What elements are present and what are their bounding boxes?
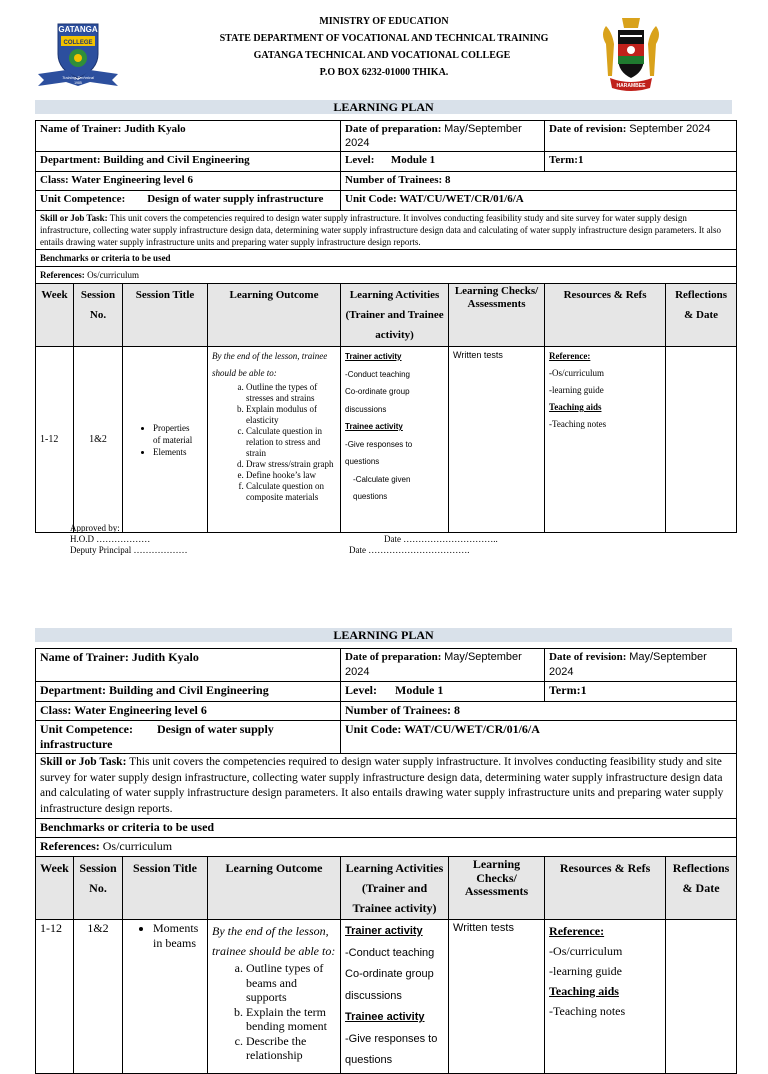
reference-item: -learning guide bbox=[549, 964, 623, 978]
references bbox=[36, 267, 737, 284]
approved-by: Approved by: bbox=[70, 523, 120, 533]
trainee-activity-heading: Trainee activity bbox=[345, 1011, 425, 1023]
row-session-title bbox=[123, 347, 208, 533]
teaching-aids-heading: Teaching aids bbox=[549, 402, 602, 412]
level bbox=[341, 152, 545, 172]
trainer-name: Name of Trainer: Judith Kyalo bbox=[36, 649, 341, 682]
unit-competence bbox=[36, 191, 341, 211]
level-label: Level: bbox=[345, 683, 378, 697]
learning-plan-title: LEARNING PLAN bbox=[35, 100, 732, 114]
teaching-aids-heading: Teaching aids bbox=[549, 984, 619, 998]
ministry-heading: MINISTRY OF EDUCATION bbox=[319, 16, 449, 27]
college-heading: GATANGA TECHNICAL AND VOCATIONAL COLLEGE bbox=[253, 50, 511, 61]
kenya-coat-of-arms bbox=[598, 14, 664, 92]
skill-label: Skill or Job Task: bbox=[40, 756, 127, 768]
learning-plan-title: LEARNING PLAN bbox=[35, 628, 732, 642]
unit-competence-label: Unit Competence: bbox=[40, 722, 133, 736]
row-resources bbox=[545, 920, 666, 1074]
col-session-title: Session Title bbox=[123, 284, 208, 347]
row-learning-activities bbox=[341, 347, 449, 533]
department: Department: Building and Civil Engineering bbox=[36, 682, 341, 702]
preparation-date bbox=[341, 121, 545, 152]
row-reflections bbox=[666, 347, 737, 533]
row-reflections bbox=[666, 920, 737, 1074]
col-session-title: Session Title bbox=[123, 857, 208, 920]
hod-signature-line: H.O.D ……………… bbox=[70, 534, 151, 544]
reference-item: -Os/curriculum bbox=[549, 944, 623, 958]
references-value: Os/curriculum bbox=[99, 839, 173, 853]
col-reflections: Reflections & Date bbox=[666, 284, 737, 347]
reference-heading: Reference: bbox=[549, 351, 591, 361]
row-resources bbox=[545, 347, 666, 533]
teaching-aids-item: -Teaching notes bbox=[549, 419, 607, 429]
hod-date-line: Date ………………………….. bbox=[384, 534, 498, 544]
number-of-trainees: Number of Trainees: 8 bbox=[341, 172, 737, 191]
unit-competence-label: Unit Competence: bbox=[40, 193, 126, 205]
row-session: 1&2 bbox=[74, 920, 123, 1074]
trainer-activity-heading: Trainer activity bbox=[345, 352, 402, 361]
session-title-item: • Moments in beams bbox=[153, 921, 197, 951]
outcome-item: c. Describe the relationship bbox=[246, 1034, 336, 1063]
col-learning-activities: Learning Activities (Trainer and Trainee activity) bbox=[341, 857, 449, 920]
revision-date-label: Date of revision: bbox=[549, 651, 630, 663]
col-reflections: Reflections & Date bbox=[666, 857, 737, 920]
trainee-activity-item: -Give responses to questions bbox=[345, 1032, 438, 1066]
col-resources: Resources & Refs bbox=[545, 284, 666, 347]
preparation-date bbox=[341, 649, 545, 682]
coat-of-arms-motto: HARAMBEE bbox=[616, 83, 646, 89]
outcome-item: b. Explain modulus of elasticity bbox=[246, 404, 336, 426]
session-title-item: • Elements bbox=[153, 446, 203, 458]
class: Class: Water Engineering level 6 bbox=[36, 172, 341, 191]
skill-text: This unit covers the competencies required to design water supply infrastructure. It involves conducting feasibility study and site survey for water supply design infrastructure, collecting water supply infrastructure design data, determining water supply infrastructure design data and calculating of water supply infrastructure design parameters. It also entails drawing water supply infrastructure units and preparing water supply infrastructure design reports. bbox=[40, 213, 722, 247]
reference-item: -Os/curriculum bbox=[549, 368, 605, 378]
benchmarks: Benchmarks or criteria to be used bbox=[36, 250, 737, 267]
skill-or-job-task bbox=[36, 754, 737, 819]
trainer-name: Name of Trainer: Judith Kyalo bbox=[36, 121, 341, 152]
row-session: 1&2 bbox=[74, 347, 123, 533]
revision-date-value: May/September 2024 bbox=[549, 651, 707, 678]
revision-date bbox=[545, 649, 737, 682]
level bbox=[341, 682, 545, 702]
college-logo-title: GATANGA bbox=[58, 25, 98, 34]
skill-or-job-task bbox=[36, 211, 737, 250]
deputy-principal-signature-line: Deputy Principal ……………… bbox=[70, 545, 188, 555]
outcome-item: e. Define hooke’s law bbox=[246, 470, 336, 481]
learning-plan-table bbox=[35, 120, 737, 533]
session-title-item: • Properties of material bbox=[153, 422, 197, 446]
learning-plan-table bbox=[35, 648, 737, 1074]
row-learning-checks: Written tests bbox=[449, 920, 545, 1074]
outcome-intro: By the end of the lesson, trainee should be able to: bbox=[212, 924, 336, 958]
level-value: Module 1 bbox=[390, 154, 436, 166]
row-week: 1-12 bbox=[36, 920, 74, 1074]
department: Department: Building and Civil Engineering bbox=[36, 152, 341, 172]
preparation-date-label: Date of preparation: bbox=[345, 651, 445, 663]
col-session: Session No. bbox=[74, 857, 123, 920]
trainer-activity-item: Co-ordinate group discussions bbox=[345, 387, 410, 414]
state-department-heading: STATE DEPARTMENT OF VOCATIONAL AND TECHNICAL TRAINING bbox=[219, 33, 549, 44]
row-learning-checks: Written tests bbox=[449, 347, 545, 533]
number-of-trainees: Number of Trainees: 8 bbox=[341, 702, 737, 721]
trainee-activity-item: -Give responses to questions bbox=[345, 439, 413, 466]
reference-item: -learning guide bbox=[549, 385, 604, 395]
outcome-intro: By the end of the lesson, trainee should be able to: bbox=[212, 351, 328, 378]
table-row bbox=[36, 347, 737, 533]
level-label: Level: bbox=[345, 154, 375, 166]
row-learning-outcome bbox=[208, 347, 341, 533]
col-learning-checks: Learning Checks/ Assessments bbox=[449, 857, 545, 920]
table-row bbox=[36, 920, 737, 1074]
col-learning-outcome: Learning Outcome bbox=[208, 284, 341, 347]
outcome-item: b. Explain the term bending moment bbox=[246, 1005, 336, 1034]
preparation-date-value: May/September 2024 bbox=[345, 123, 522, 149]
references-label: References: bbox=[40, 270, 85, 280]
unit-code: Unit Code: WAT/CU/WET/CR/01/6/A bbox=[341, 191, 737, 211]
col-week: Week bbox=[36, 857, 74, 920]
revision-date-value: September 2024 bbox=[629, 123, 711, 135]
revision-date-label: Date of revision: bbox=[549, 123, 630, 135]
college-logo-motto: Training Technical bbox=[61, 75, 95, 80]
row-week: 1-12 bbox=[36, 347, 74, 533]
references bbox=[36, 838, 737, 857]
deputy-date-line: Date ……………………………. bbox=[349, 545, 470, 555]
college-logo-subtitle: COLLEGE bbox=[63, 40, 93, 46]
trainer-activity-heading: Trainer activity bbox=[345, 925, 423, 937]
teaching-aids-item: -Teaching notes bbox=[549, 1004, 626, 1018]
unit-code: Unit Code: WAT/CU/WET/CR/01/6/A bbox=[341, 721, 737, 754]
college-logo-year: 1985 bbox=[74, 81, 82, 85]
preparation-date-label: Date of preparation: bbox=[345, 123, 445, 135]
term: Term:1 bbox=[545, 152, 737, 172]
trainee-activity-heading: Trainee activity bbox=[345, 422, 403, 431]
col-learning-outcome: Learning Outcome bbox=[208, 857, 341, 920]
col-learning-activities: Learning Activities (Trainer and Trainee activity) bbox=[341, 284, 449, 347]
revision-date bbox=[545, 121, 737, 152]
trainer-activity-item: -Conduct teaching bbox=[345, 946, 435, 959]
term: Term:1 bbox=[545, 682, 737, 702]
po-box-heading: P.O BOX 6232-01000 THIKA. bbox=[319, 67, 449, 78]
skill-label: Skill or Job Task: bbox=[40, 213, 108, 223]
outcome-item: d. Draw stress/strain graph bbox=[246, 459, 336, 470]
row-session-title bbox=[123, 920, 208, 1074]
outcome-item: a. Outline types of beams and supports bbox=[246, 961, 336, 1005]
reference-heading: Reference: bbox=[549, 924, 605, 938]
row-learning-outcome bbox=[208, 920, 341, 1074]
col-session: Session No. bbox=[74, 284, 123, 347]
level-value: Module 1 bbox=[395, 683, 444, 697]
outcome-item: c. Calculate question in relation to stress and strain bbox=[246, 426, 336, 459]
col-week: Week bbox=[36, 284, 74, 347]
trainer-activity-item: Co-ordinate group discussions bbox=[345, 968, 434, 1002]
preparation-date-value: May/September 2024 bbox=[345, 651, 522, 678]
trainer-activity-item: -Conduct teaching bbox=[345, 369, 410, 379]
trainee-activity-item: -Calculate given questions bbox=[353, 474, 411, 501]
unit-competence-value: Design of water supply infrastructure bbox=[40, 722, 274, 751]
references-value: Os/curriculum bbox=[84, 270, 140, 280]
skill-text: This unit covers the competencies required to design water supply infrastructure. It involves conducting feasibility study and site survey for water supply design infrastructure, collecting water supply infrastructure design data, determining water supply infrastructure design data and calculating of water supply infrastructure design parameters. It also entails drawing water supply infrastructure units and preparing water supply infrastructure design reports. bbox=[40, 756, 724, 815]
unit-competence bbox=[36, 721, 341, 754]
references-label: References: bbox=[40, 839, 100, 853]
unit-competence-value: Design of water supply infrastructure bbox=[147, 193, 324, 205]
outcome-item: f. Calculate question on composite materials bbox=[246, 481, 336, 503]
col-learning-checks: Learning Checks/ Assessments bbox=[449, 284, 545, 347]
col-resources: Resources & Refs bbox=[545, 857, 666, 920]
class: Class: Water Engineering level 6 bbox=[36, 702, 341, 721]
outcome-item: a. Outline the types of stresses and strains bbox=[246, 382, 336, 404]
benchmarks: Benchmarks or criteria to be used bbox=[36, 819, 737, 838]
row-learning-activities bbox=[341, 920, 449, 1074]
